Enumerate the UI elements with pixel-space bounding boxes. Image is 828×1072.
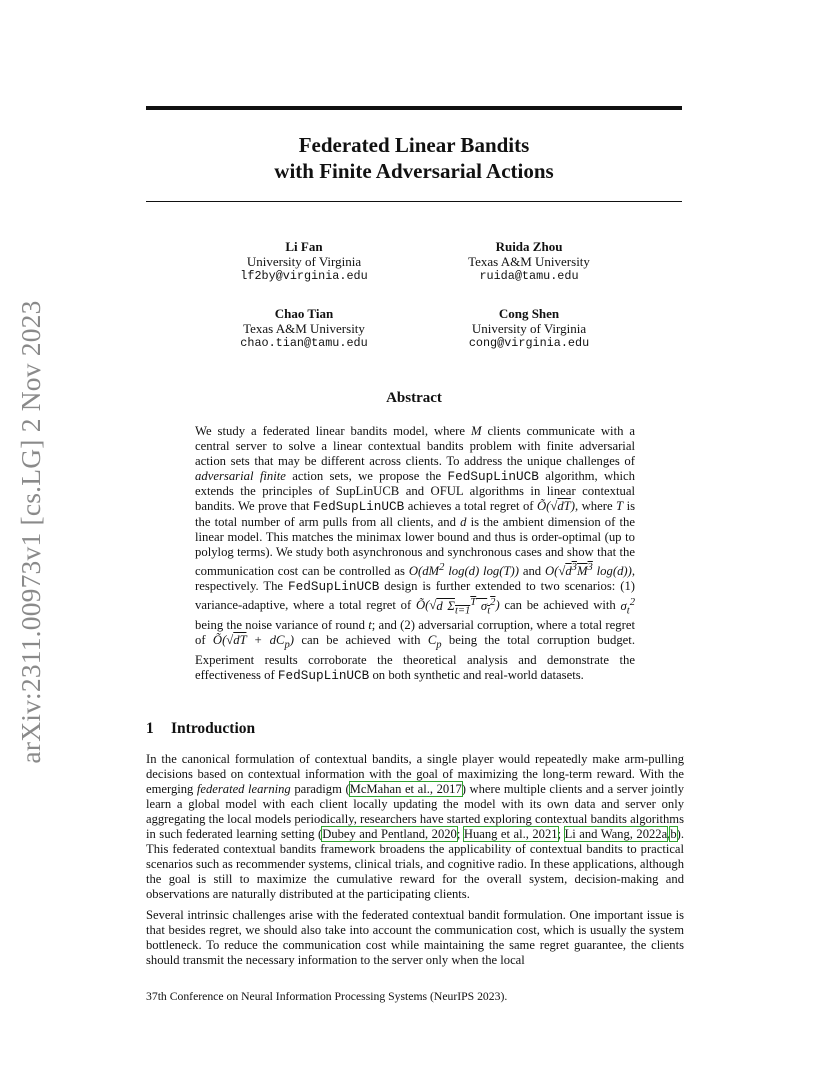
formula-variance-regret: Õ(√d $\Sigma_{t=1}^T$ $\sigma_t^2$) bbox=[415, 596, 500, 617]
formula-sync-cost: $O(√d^3M^3$ log(d)) bbox=[544, 561, 632, 579]
abstract-heading: Abstract bbox=[386, 390, 442, 406]
title-line-1: Federated Linear Bandits bbox=[298, 133, 530, 157]
author-email: chao.tian@tamu.edu bbox=[240, 336, 368, 350]
author-name: Chao Tian bbox=[274, 306, 334, 321]
algorithm-name: FedSupLinUCB bbox=[277, 667, 370, 683]
author-affiliation: Texas A&M University bbox=[243, 321, 365, 336]
citation-link[interactable]: Dubey and Pentland, 2020 bbox=[322, 827, 457, 842]
abstract-text: We study a federated linear bandits model, where M clients communicate with a central server to solve a linear contextual bandits problem with finite adversarial action sets that may be different across clients. To address the unique challenges of adversarial finite action sets, we propose the FedSupLinUCB algorithm, which extends the principles of SupLinUCB and OFUL algorithms in linear contextual bandits. We prove that FedSupLinUCB achieves a total regret of Õ(√dT), where T is the total number of arm pulls from all clients, and d is the ambient dimension of the linear model. This matches the minimax lower bound and thus is order-optimal (up to polylog terms). We study both asynchronous and synchronous cases and show that the communication cost can be controlled as $O(dM^2$ log(d) log(T)) and $O(√d^3M^3$ log(d)), respectively. The FedSupLinUCB design is further extended to two scenarios: (1) variance-adaptive, where a total regret of Õ(√d $\Sigma_{t=1}^T$ $\sigma_t^2$) can be achieved with $\sigma_t^2$ being the noise variance of round t; and (2) adversarial corruption, where a total regret of Õ(√dT + $dC_p$) can be achieved with $C_p$ being the total corruption budget. Experiment results corroborate the theoretical analysis and demonstrate the effectiveness of FedSupLinUCB on both synthetic and real-world datasets. bbox=[195, 424, 636, 683]
author-block-1 bbox=[189, 239, 419, 284]
intro-paragraph-2: Several intrinsic challenges arise with the federated contextual bandit formulation. One important issue is that besides regret, we should also take into account the communication cost, which is usually the system bottleneck. To reduce the communication cost while maintaining the same regret guarantee, the clients should transmit the necessary information to the server only when the local bbox=[146, 908, 684, 968]
arxiv-identifier: arXiv:2311.00973v1 [cs.LG] 2 Nov 2023 bbox=[15, 300, 46, 764]
section-heading-introduction: 1 Introduction bbox=[146, 720, 256, 737]
author-email: cong@virginia.edu bbox=[468, 336, 590, 350]
author-block-3 bbox=[189, 306, 419, 351]
author-affiliation: University of Virginia bbox=[471, 321, 587, 336]
formula-corruption-regret: Õ(√dT + $dC_p$) bbox=[212, 633, 294, 651]
algorithm-name: FedSupLinUCB bbox=[312, 499, 405, 515]
citation-link[interactable]: b bbox=[670, 827, 677, 842]
citation-link[interactable]: Huang et al., 2021 bbox=[463, 827, 558, 842]
author-name: Ruida Zhou bbox=[495, 239, 563, 254]
author-block-2 bbox=[414, 239, 644, 284]
author-email: lf2by@virginia.edu bbox=[240, 269, 368, 283]
author-name: Cong Shen bbox=[498, 306, 560, 321]
author-block-4 bbox=[414, 306, 644, 351]
algorithm-name: FedSupLinUCB bbox=[447, 469, 539, 485]
title-line-2: with Finite Adversarial Actions bbox=[274, 159, 554, 183]
author-affiliation: Texas A&M University bbox=[468, 254, 590, 269]
formula-async-cost: $O(dM^2$ log(d) log(T)) bbox=[408, 561, 519, 579]
paper-title bbox=[146, 132, 682, 184]
intro-paragraph-1: In the canonical formulation of contextual bandits, a single player would repeatedly make arm-pulling decisions based on contextual information with the goal of maximizing the long-term reward. With the emerging federated learning paradigm (McMahan et al., 2017) where multiple clients and a server jointly learn a global model with each client locally updating the model with its own data and server only aggregating the local models periodically, researchers have started exploring contextual bandits algorithms in such federated learning setting (Dubey and Pentland, 2020; Huang et al., 2021; Li and Wang, 2022a,b). This federated contextual bandits framework broadens the applicability of contextual bandits to practical scenarios such as recommender systems, clinical trials, and cognitive radio. In these applications, although the goal is still to maximize the cumulative reward for the overall system, decision-making and observations are naturally distributed at the participating clients. bbox=[146, 752, 684, 902]
title-bottom-rule bbox=[146, 201, 682, 202]
citation-link[interactable]: Li and Wang, 2022a bbox=[564, 827, 668, 842]
algorithm-name: FedSupLinUCB bbox=[287, 579, 380, 595]
title-top-rule bbox=[146, 106, 682, 110]
conference-footnote: 37th Conference on Neural Information Processing Systems (NeurIPS 2023). bbox=[146, 990, 508, 1003]
citation-link[interactable]: McMahan et al., 2017 bbox=[349, 782, 462, 797]
formula-regret: Õ(√dT) bbox=[536, 499, 575, 514]
author-affiliation: University of Virginia bbox=[246, 254, 362, 269]
author-name: Li Fan bbox=[285, 239, 323, 254]
author-email: ruida@tamu.edu bbox=[479, 269, 579, 283]
